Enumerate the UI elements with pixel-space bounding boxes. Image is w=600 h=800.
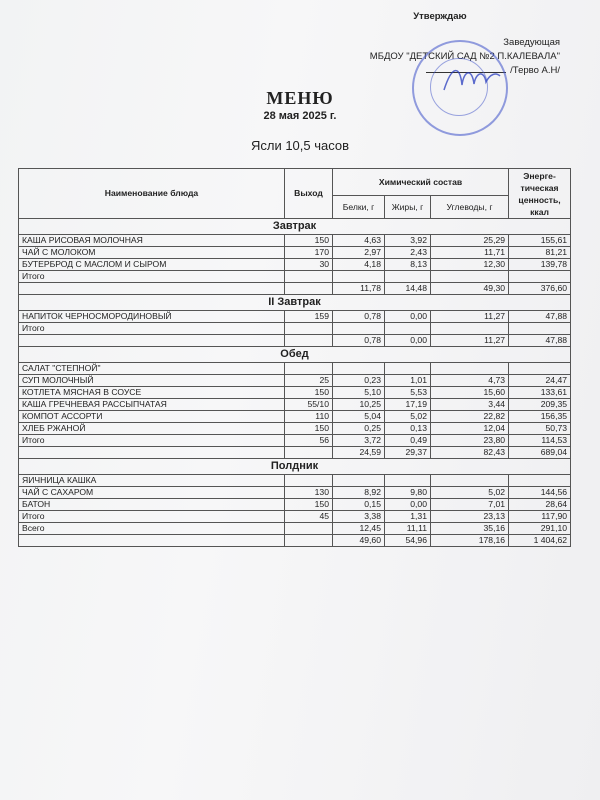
cell-protein bbox=[333, 271, 385, 283]
cell-protein: 4,63 bbox=[333, 235, 385, 247]
table-row bbox=[19, 363, 571, 375]
cell-carbs bbox=[431, 475, 509, 487]
table-row bbox=[19, 311, 571, 323]
cell-protein: 11,78 bbox=[333, 283, 385, 295]
cell-fat: 0,00 bbox=[385, 311, 431, 323]
cell-energy: 81,21 bbox=[509, 247, 571, 259]
cell-fat: 5,53 bbox=[385, 387, 431, 399]
col-header-carbs: Углеводы, г bbox=[431, 196, 509, 219]
cell-output: 30 bbox=[285, 259, 333, 271]
cell-energy: 155,61 bbox=[509, 235, 571, 247]
menu-group: Ясли 10,5 часов bbox=[250, 138, 350, 153]
cell-dish-name: Всего bbox=[19, 523, 285, 535]
cell-protein bbox=[333, 363, 385, 375]
cell-output bbox=[285, 523, 333, 535]
cell-fat: 5,02 bbox=[385, 411, 431, 423]
table-row bbox=[19, 335, 571, 347]
cell-protein: 5,04 bbox=[333, 411, 385, 423]
cell-output bbox=[285, 363, 333, 375]
cell-output: 55/10 bbox=[285, 399, 333, 411]
cell-protein: 12,45 bbox=[333, 523, 385, 535]
cell-carbs: 11,71 bbox=[431, 247, 509, 259]
table-row bbox=[19, 535, 571, 547]
cell-carbs: 11,27 bbox=[431, 335, 509, 347]
table-row bbox=[19, 247, 571, 259]
cell-output: 150 bbox=[285, 235, 333, 247]
cell-output bbox=[285, 535, 333, 547]
table-row bbox=[19, 387, 571, 399]
cell-dish-name: СУП МОЛОЧНЫЙ bbox=[19, 375, 285, 387]
table-row bbox=[19, 511, 571, 523]
cell-energy: 139,78 bbox=[509, 259, 571, 271]
cell-carbs: 12,30 bbox=[431, 259, 509, 271]
table-row bbox=[19, 475, 571, 487]
cell-fat: 14,48 bbox=[385, 283, 431, 295]
cell-output: 110 bbox=[285, 411, 333, 423]
cell-dish-name: КОТЛЕТА МЯСНАЯ В СОУСЕ bbox=[19, 387, 285, 399]
cell-carbs: 3,44 bbox=[431, 399, 509, 411]
cell-fat: 1,01 bbox=[385, 375, 431, 387]
cell-output bbox=[285, 283, 333, 295]
col-header-chem: Химический состав bbox=[333, 169, 509, 196]
cell-fat: 11,11 bbox=[385, 523, 431, 535]
cell-energy bbox=[509, 323, 571, 335]
cell-fat: 29,37 bbox=[385, 447, 431, 459]
cell-fat: 17,19 bbox=[385, 399, 431, 411]
cell-dish-name bbox=[19, 535, 285, 547]
cell-carbs: 7,01 bbox=[431, 499, 509, 511]
cell-energy: 156,35 bbox=[509, 411, 571, 423]
table-row bbox=[19, 447, 571, 459]
cell-protein: 5,10 bbox=[333, 387, 385, 399]
cell-energy: 117,90 bbox=[509, 511, 571, 523]
section-title: II Завтрак bbox=[19, 295, 571, 311]
table-row bbox=[19, 283, 571, 295]
cell-dish-name: Итого bbox=[19, 435, 285, 447]
cell-fat: 0,49 bbox=[385, 435, 431, 447]
table-row bbox=[19, 487, 571, 499]
cell-output bbox=[285, 323, 333, 335]
section-title: Завтрак bbox=[19, 219, 571, 235]
cell-energy: 144,56 bbox=[509, 487, 571, 499]
cell-fat bbox=[385, 363, 431, 375]
cell-carbs: 22,82 bbox=[431, 411, 509, 423]
cell-energy: 114,53 bbox=[509, 435, 571, 447]
cell-fat: 3,92 bbox=[385, 235, 431, 247]
cell-energy: 209,35 bbox=[509, 399, 571, 411]
cell-carbs bbox=[431, 363, 509, 375]
cell-dish-name: ЧАЙ С САХАРОМ bbox=[19, 487, 285, 499]
table-row bbox=[19, 435, 571, 447]
cell-fat: 1,31 bbox=[385, 511, 431, 523]
section-title: Полдник bbox=[19, 459, 571, 475]
cell-fat: 0,00 bbox=[385, 335, 431, 347]
cell-dish-name: НАПИТОК ЧЕРНОСМОРОДИНОВЫЙ bbox=[19, 311, 285, 323]
menu-table-body bbox=[19, 219, 571, 547]
menu-table bbox=[18, 168, 571, 547]
cell-output: 150 bbox=[285, 387, 333, 399]
cell-dish-name: КАША РИСОВАЯ МОЛОЧНАЯ bbox=[19, 235, 285, 247]
cell-output: 150 bbox=[285, 499, 333, 511]
cell-carbs: 15,60 bbox=[431, 387, 509, 399]
cell-output bbox=[285, 447, 333, 459]
cell-dish-name: КАША ГРЕЧНЕВАЯ РАССЫПЧАТАЯ bbox=[19, 399, 285, 411]
cell-fat bbox=[385, 475, 431, 487]
cell-dish-name: Итого bbox=[19, 271, 285, 283]
col-header-output: Выход bbox=[285, 169, 333, 219]
cell-carbs: 5,02 bbox=[431, 487, 509, 499]
cell-protein: 3,72 bbox=[333, 435, 385, 447]
cell-protein: 24,59 bbox=[333, 447, 385, 459]
cell-protein: 2,97 bbox=[333, 247, 385, 259]
col-header-dish: Наименование блюда bbox=[19, 169, 285, 219]
cell-dish-name: ХЛЕБ РЖАНОЙ bbox=[19, 423, 285, 435]
cell-carbs: 25,29 bbox=[431, 235, 509, 247]
cell-fat: 9,80 bbox=[385, 487, 431, 499]
table-row bbox=[19, 423, 571, 435]
page-title: МЕНЮ bbox=[266, 88, 334, 108]
table-row bbox=[19, 399, 571, 411]
cell-protein: 0,78 bbox=[333, 311, 385, 323]
cell-dish-name: Итого bbox=[19, 511, 285, 523]
cell-fat: 0,13 bbox=[385, 423, 431, 435]
cell-output bbox=[285, 271, 333, 283]
approval-signer: /Терво А.Н/ bbox=[510, 65, 560, 76]
section-header-row bbox=[19, 347, 571, 363]
section-title: Обед bbox=[19, 347, 571, 363]
cell-energy: 1 404,62 bbox=[509, 535, 571, 547]
cell-energy bbox=[509, 475, 571, 487]
cell-protein: 49,60 bbox=[333, 535, 385, 547]
cell-protein: 8,92 bbox=[333, 487, 385, 499]
cell-energy: 689,04 bbox=[509, 447, 571, 459]
cell-protein: 10,25 bbox=[333, 399, 385, 411]
cell-dish-name: КОМПОТ АССОРТИ bbox=[19, 411, 285, 423]
cell-protein bbox=[333, 323, 385, 335]
cell-dish-name bbox=[19, 447, 285, 459]
cell-energy: 47,88 bbox=[509, 311, 571, 323]
cell-dish-name: ЯИЧНИЦА КАШКА bbox=[19, 475, 285, 487]
col-header-fat: Жиры, г bbox=[385, 196, 431, 219]
section-header-row bbox=[19, 459, 571, 475]
col-header-protein: Белки, г bbox=[333, 196, 385, 219]
cell-fat: 0,00 bbox=[385, 499, 431, 511]
cell-fat: 2,43 bbox=[385, 247, 431, 259]
col-header-energy: Энерге-тическая ценность, ккал bbox=[509, 169, 571, 219]
cell-fat bbox=[385, 271, 431, 283]
table-row bbox=[19, 375, 571, 387]
approval-label: Утверждаю bbox=[413, 11, 467, 22]
cell-energy: 47,88 bbox=[509, 335, 571, 347]
cell-energy: 376,60 bbox=[509, 283, 571, 295]
cell-carbs: 35,16 bbox=[431, 523, 509, 535]
cell-output: 25 bbox=[285, 375, 333, 387]
table-row bbox=[19, 271, 571, 283]
approval-position: Заведующая bbox=[503, 37, 560, 48]
cell-dish-name bbox=[19, 283, 285, 295]
cell-output bbox=[285, 475, 333, 487]
cell-fat bbox=[385, 323, 431, 335]
cell-carbs: 23,80 bbox=[431, 435, 509, 447]
cell-energy: 50,73 bbox=[509, 423, 571, 435]
cell-carbs bbox=[431, 323, 509, 335]
cell-energy: 28,64 bbox=[509, 499, 571, 511]
cell-carbs: 11,27 bbox=[431, 311, 509, 323]
cell-carbs: 49,30 bbox=[431, 283, 509, 295]
cell-output: 159 bbox=[285, 311, 333, 323]
cell-dish-name: БУТЕРБРОД С МАСЛОМ И СЫРОМ bbox=[19, 259, 285, 271]
section-header-row bbox=[19, 295, 571, 311]
table-row bbox=[19, 235, 571, 247]
cell-fat: 54,96 bbox=[385, 535, 431, 547]
cell-energy: 291,10 bbox=[509, 523, 571, 535]
cell-output: 170 bbox=[285, 247, 333, 259]
cell-fat: 8,13 bbox=[385, 259, 431, 271]
cell-carbs: 23,13 bbox=[431, 511, 509, 523]
cell-output: 130 bbox=[285, 487, 333, 499]
cell-energy: 24,47 bbox=[509, 375, 571, 387]
cell-protein: 0,15 bbox=[333, 499, 385, 511]
cell-dish-name: САЛАТ "СТЕПНОЙ" bbox=[19, 363, 285, 375]
cell-dish-name: БАТОН bbox=[19, 499, 285, 511]
table-row bbox=[19, 259, 571, 271]
cell-carbs bbox=[431, 271, 509, 283]
cell-carbs: 12,04 bbox=[431, 423, 509, 435]
cell-dish-name: Итого bbox=[19, 323, 285, 335]
table-row bbox=[19, 323, 571, 335]
cell-protein: 0,23 bbox=[333, 375, 385, 387]
cell-energy bbox=[509, 271, 571, 283]
cell-output bbox=[285, 335, 333, 347]
table-row bbox=[19, 499, 571, 511]
table-row bbox=[19, 523, 571, 535]
cell-output: 150 bbox=[285, 423, 333, 435]
cell-protein: 0,78 bbox=[333, 335, 385, 347]
cell-energy bbox=[509, 363, 571, 375]
table-row bbox=[19, 411, 571, 423]
cell-output: 45 bbox=[285, 511, 333, 523]
cell-dish-name: ЧАЙ С МОЛОКОМ bbox=[19, 247, 285, 259]
cell-carbs: 82,43 bbox=[431, 447, 509, 459]
cell-energy: 133,61 bbox=[509, 387, 571, 399]
section-header-row bbox=[19, 219, 571, 235]
cell-protein: 0,25 bbox=[333, 423, 385, 435]
approval-org: МБДОУ "ДЕТСКИЙ САД №2 П.КАЛЕВАЛА" bbox=[369, 51, 560, 62]
cell-carbs: 4,73 bbox=[431, 375, 509, 387]
cell-dish-name bbox=[19, 335, 285, 347]
cell-protein: 4,18 bbox=[333, 259, 385, 271]
cell-output: 56 bbox=[285, 435, 333, 447]
cell-carbs: 178,16 bbox=[431, 535, 509, 547]
menu-date: 28 мая 2025 г. bbox=[263, 110, 337, 122]
cell-protein bbox=[333, 475, 385, 487]
cell-protein: 3,38 bbox=[333, 511, 385, 523]
